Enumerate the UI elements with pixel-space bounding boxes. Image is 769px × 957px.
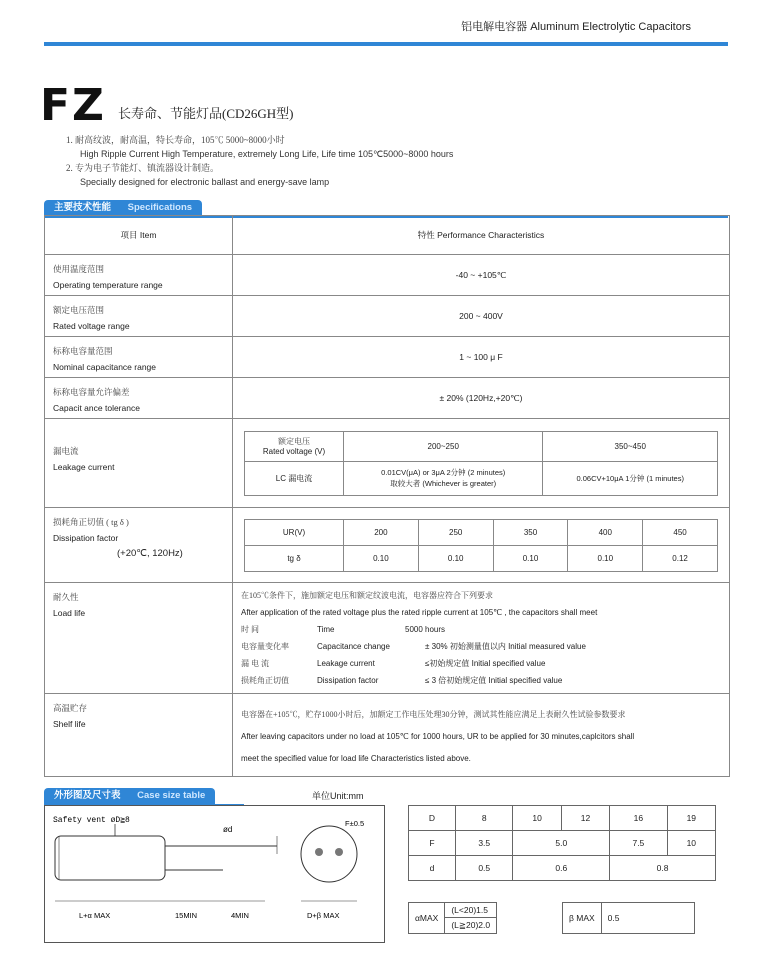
capacitor-drawing: [45, 806, 386, 944]
df-value: 0.10: [344, 545, 419, 571]
value: -40 ~ +105℃: [455, 269, 507, 280]
spec-row-tolerance: [45, 377, 729, 418]
feature-list: [66, 133, 453, 189]
label-zh: 耐久性: [53, 592, 79, 602]
case-header-zh: 外形图及尺寸表: [54, 790, 121, 801]
df-table: [244, 519, 718, 572]
dimension-table: [408, 805, 716, 881]
min15-label: 15MIN: [175, 911, 198, 920]
D-value: 16: [610, 806, 667, 831]
time-en: Time: [317, 625, 335, 634]
label-zh: 使用温度范围: [53, 264, 105, 274]
feature-2-en: Specially designed for electronic ballast and energy-save lamp: [80, 177, 330, 187]
series-subtitle: 长寿命、节能灯品(CD26GH型): [118, 106, 294, 121]
value: 1 ~ 100 μ F: [459, 352, 503, 362]
spec-row-temp: [45, 254, 729, 295]
beta-label: β MAX: [563, 903, 602, 934]
D-value: 8: [456, 806, 513, 831]
f-tol-label: F±0.5: [345, 819, 365, 828]
row-label-d: d: [409, 856, 456, 881]
label-en: Rated voltage range: [53, 321, 130, 331]
min4-label: 4MIN: [231, 911, 249, 920]
df-zh: 损耗角正切值: [241, 676, 289, 685]
vent-label: Safety vent øD≧8: [53, 816, 130, 825]
lc1-b: 取较大者 (Whichever is greater): [390, 479, 497, 488]
spec-row-voltage: [45, 295, 729, 336]
F-value: 7.5: [610, 831, 667, 856]
df-value: 0.10: [418, 545, 493, 571]
feature-2-zh: 2. 专为电子节能灯、镇流器设计制造。: [66, 163, 220, 173]
spec-row-load: [45, 582, 729, 693]
beta-value: 0.5: [601, 903, 694, 934]
label-en: Nominal capacitance range: [53, 362, 157, 372]
df-value: 0.10: [568, 545, 643, 571]
df-voltage: 450: [643, 519, 718, 545]
alpha-table: [408, 902, 497, 934]
df-voltage: 350: [493, 519, 568, 545]
label-zh: 标称电容量范围: [53, 346, 113, 356]
df-value: 0.10: [493, 545, 568, 571]
row-label-F: F: [409, 831, 456, 856]
D-value: 19: [667, 806, 715, 831]
rv-label-zh: 额定电压: [278, 437, 310, 446]
feature-1-zh: 1. 耐高纹波，耐高温，特长寿命，105℃ 5000~8000小时: [66, 135, 285, 145]
F-value: 10: [667, 831, 715, 856]
range-2: 350~450: [543, 431, 718, 461]
label-zh: 标称电容量允许偏差: [53, 387, 130, 397]
ur-label: UR(V): [245, 519, 344, 545]
case-header-en: Case size table: [137, 790, 206, 801]
label-zh: 漏电流: [53, 446, 79, 456]
lc-label: LC 漏电流: [245, 461, 344, 495]
time-zh: 时 间: [241, 625, 259, 634]
label-en: Shelf life: [53, 719, 86, 729]
unit-label: 单位Unit:mm: [312, 791, 364, 801]
df-voltage: 200: [344, 519, 419, 545]
lc-en: Leakage current: [317, 659, 375, 668]
case-header: [44, 785, 244, 806]
d-value: 0.5: [456, 856, 513, 881]
spec-col-item: 项目 Item: [45, 216, 233, 254]
spec-table: [44, 215, 730, 777]
alpha-v2: (L≧20)2.0: [445, 918, 497, 934]
spec-header-en: Specifications: [127, 202, 193, 213]
d-value: 0.6: [513, 856, 610, 881]
df-voltage: 250: [418, 519, 493, 545]
lc2: 0.06CV+10μA 1分钟 (1 minutes): [543, 461, 718, 495]
rv-label-en: Rated voltage (V): [262, 447, 326, 456]
shelf-line-3: meet the specified value for load life Characteristics listed above.: [241, 754, 471, 763]
value: 200 ~ 400V: [459, 311, 503, 321]
F-value: 5.0: [513, 831, 610, 856]
df-en: Dissipation factor: [317, 676, 379, 685]
feature-1-en: High Ripple Current High Temperature, extremely Long Life, Life time 105℃5000~8000 hours: [80, 149, 454, 159]
range-1: 200~250: [344, 431, 543, 461]
row-label-D: D: [409, 806, 456, 831]
load-line-1: 在105℃条件下，施加额定电压和额定纹波电流，电容器应符合下列要求: [241, 591, 493, 600]
spec-row-capacitance: [45, 336, 729, 377]
series-code: FZ: [40, 80, 106, 131]
spec-header-zh: 主要技术性能: [54, 202, 112, 213]
cap-zh: 电容量变化率: [241, 642, 289, 651]
label-zh: 高温贮存: [53, 703, 88, 713]
df-value: 0.12: [643, 545, 718, 571]
tg-label: tg δ: [245, 545, 344, 571]
header-title: 铝电解电容器 Aluminum Electrolytic Capacitors: [461, 21, 691, 33]
spec-row-df: [45, 507, 729, 582]
label-zh: 损耗角正切值 ( tg δ ): [53, 517, 129, 527]
header-rule: [44, 42, 728, 46]
value: ± 20% (120Hz,+20℃): [439, 392, 523, 403]
leakage-table: [244, 431, 718, 496]
label-en: Dissipation factor: [53, 533, 119, 543]
d-label: D+β MAX: [307, 911, 340, 920]
lc1-a: 0.01CV(μA) or 3μA 2分钟 (2 minutes): [381, 468, 506, 477]
spec-col-perf: 特性 Performance Characteristics: [417, 230, 545, 240]
label-en: Capacit ance tolerance: [53, 403, 140, 413]
shelf-line-2: After leaving capacitors under no load at 105℃ for 1000 hours, UR to be applied for 30 minutes,caplcitors shall: [241, 732, 635, 741]
spec-row-leakage: [45, 418, 729, 507]
lc-zh: 漏 电 流: [241, 659, 269, 668]
spec-row-shelf: [45, 693, 729, 776]
df-cond: (+20℃, 120Hz): [117, 548, 183, 559]
load-line-2: After application of the rated voltage plus the rated ripple current at 105℃ , the capacitors shall meet: [241, 608, 598, 617]
shelf-line-1: 电容器在+105℃，贮存1000小时后，加额定工作电压处理30分钟，测试其性能应满足上表耐久性试验参数要求: [241, 710, 626, 719]
lc-val: ≤初始规定值 Initial specified value: [425, 659, 546, 668]
alpha-v1: (L<20)1.5: [445, 903, 497, 918]
cap-en: Capacitance change: [317, 642, 390, 651]
D-value: 12: [561, 806, 609, 831]
label-en: Operating temperature range: [53, 280, 163, 290]
cap-val: ± 30% 初始测量值以内 Initial measured value: [425, 642, 586, 651]
df-val: ≤ 3 倍初始规定值 Initial specified value: [425, 676, 563, 685]
label-en: Load life: [53, 608, 86, 618]
alpha-label: αMAX: [409, 903, 445, 934]
time-val: 5000 hours: [405, 625, 446, 634]
case-diagram: [44, 805, 385, 943]
l-label: L+α MAX: [79, 911, 111, 920]
label-zh: 额定电压范围: [53, 305, 105, 315]
D-value: 10: [513, 806, 561, 831]
label-en: Leakage current: [53, 462, 115, 472]
F-value: 3.5: [456, 831, 513, 856]
df-voltage: 400: [568, 519, 643, 545]
beta-table: [562, 902, 695, 934]
d-value: 0.8: [610, 856, 716, 881]
phid-label: ød: [223, 825, 233, 834]
